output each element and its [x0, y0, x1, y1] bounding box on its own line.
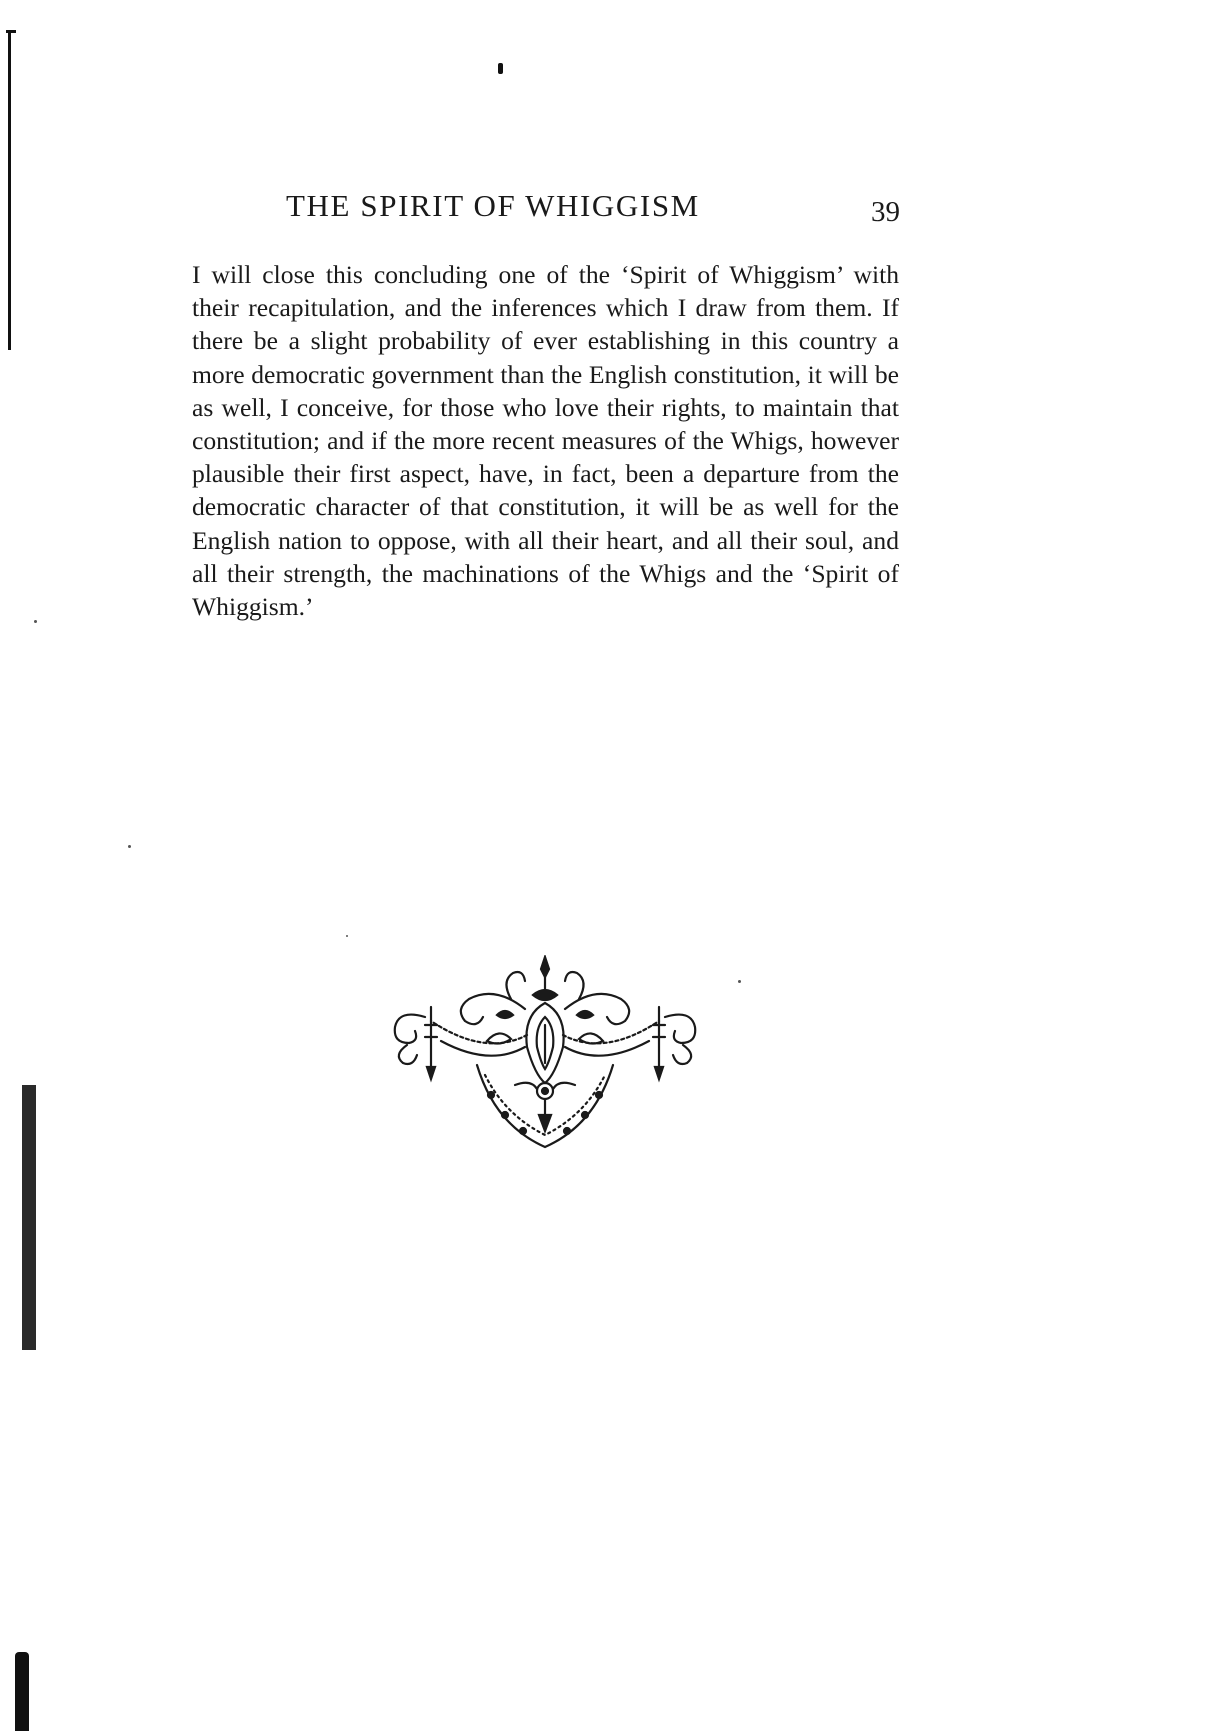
scan-corner-blot — [15, 1652, 29, 1731]
scan-speck — [34, 620, 37, 623]
body-paragraph: I will close this concluding one of the ‘Spirit of Whiggism’ with their recapitulation, and the inferences which I draw from them. If there be a slight probability of ever establishing in this country a more democratic government than the English constitution, it will be as well, I conceive, for those who love their rights, to maintain that constitution; and if the more recent measures of the Whigs, however plausible their first aspect, have, in fact, been a departure from the democratic character of that constitution, it will be as well for the English nation to oppose, with all their heart, and all their soul, and all their strength, the machinations of the Whigs and the ‘Spirit of Whiggism.’ — [192, 260, 899, 622]
scan-edge-bar — [22, 1085, 36, 1350]
scan-edge-tick — [6, 30, 16, 33]
page-number: 39 — [871, 196, 900, 228]
running-head — [190, 188, 900, 234]
running-head-title: THE SPIRIT OF WHIGGISM — [286, 188, 700, 223]
decorative-tailpiece-ornament-icon — [385, 955, 705, 1155]
scan-speck — [346, 935, 348, 937]
scan-speck — [738, 980, 741, 983]
scan-top-dot — [498, 63, 503, 74]
scan-edge-line-top — [8, 30, 11, 350]
body-text — [192, 258, 899, 623]
scan-speck — [128, 845, 131, 848]
